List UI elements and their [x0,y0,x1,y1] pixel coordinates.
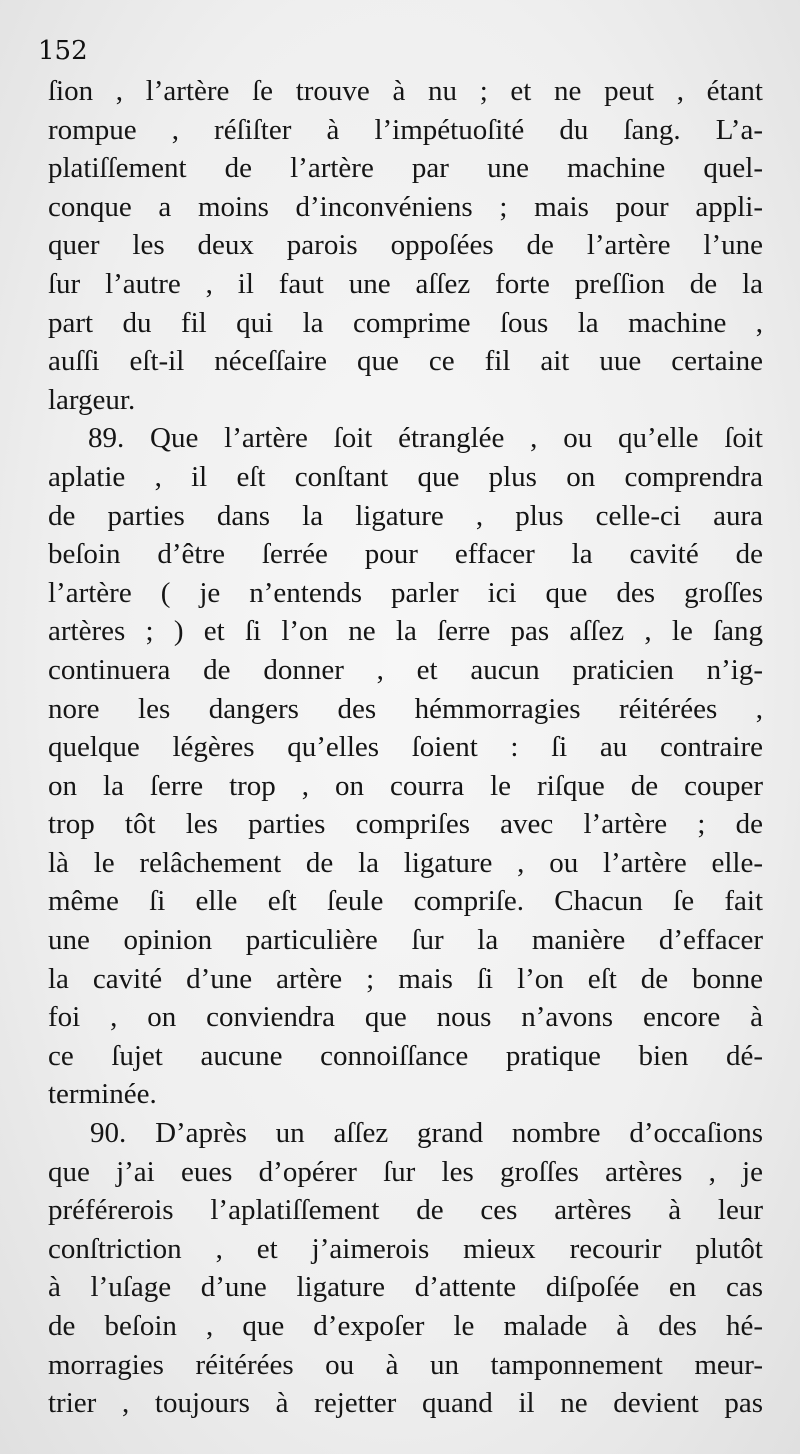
text-line: terminée. [48,1078,157,1111]
text-line: l’artère ( je n’entends parler ici que des groſſes [48,576,763,609]
text-line: la cavité d’une artère ; mais ſi l’on eſt de bonne [48,962,763,995]
text-line: conſtriction , et j’aimerois mieux recourir plutôt [48,1232,763,1265]
text-line: nore les dangers des hémmorragies réitérées , [48,692,763,725]
text-line: de beſoin , que d’expoſer le malade à des hé- [48,1310,763,1342]
text-line: là le relâchement de la ligature , ou l’artère elle- [48,846,763,879]
body-text [48,72,763,1423]
text-line: foi , on conviendra que nous n’avons encore à [48,1001,763,1034]
text-line: conque a moins d’inconvéniens ; mais pour appli- [48,190,763,223]
text-line: continuera de donner , et aucun praticien n’ig- [48,653,763,686]
text-line: que j’ai eues d’opérer ſur les groſſes artères , je [48,1155,763,1188]
text-line: même ſi elle eſt ſeule compriſe. Chacun ſe fait [48,885,763,918]
text-line: beſoin d’être ſerrée pour effacer la cavité de [48,538,763,571]
text-line: trier , toujours à rejetter quand il ne devient pas [48,1387,763,1420]
text-line: on la ſerre trop , on courra le riſque de couper [48,769,763,802]
text-line: quer les deux parois oppoſées de l’artère l’une [48,229,763,262]
text-line: quelque légères qu’elles ſoient : ſi au contraire [48,731,763,764]
text-line: platiſſement de l’artère par une machine quel- [48,152,763,185]
text-line: auſſi eſt-il néceſſaire que ce fil ait uue certaine [48,345,763,378]
text-line: ſion , l’artère ſe trouve à nu ; et ne peut , étant [48,75,763,107]
text-line: trop tôt les parties compriſes avec l’artère ; de [48,808,763,841]
text-line: une opinion particulière ſur la manière d’effacer [48,924,763,957]
text-line: largeur. [48,383,136,416]
text-line: à l’uſage d’une ligature d’attente diſpoſée en cas [48,1271,763,1304]
paragraph-89-start: 89. Que l’artère ſoit étranglée , ou qu’elle ſoit [88,422,763,455]
page-number: 152 [38,36,88,66]
text-line: morragies réitérées ou à un tamponnement meur- [48,1348,763,1381]
text-line: de parties dans la ligature , plus celle-ci aura [48,499,763,532]
text-line: aplatie , il eſt conſtant que plus on comprendra [48,460,763,493]
text-line: artères ; ) et ſi l’on ne la ſerre pas aſſez , le ſang [48,615,763,648]
text-line: part du fil qui la comprime ſous la machine , [48,306,763,339]
text-line: ſur l’autre , il faut une aſſez forte preſſion de la [48,267,763,300]
text-line: rompue , réſiſter à l’impétuoſité du ſang. L’a- [48,113,763,146]
paragraph-90-start: 90. D’après un aſſez grand nombre d’occaſions [90,1117,763,1150]
text-line: préférerois l’aplatiſſement de ces artères à leur [48,1194,763,1227]
text-line: ce ſujet aucune connoiſſance pratique bien dé- [48,1039,763,1072]
